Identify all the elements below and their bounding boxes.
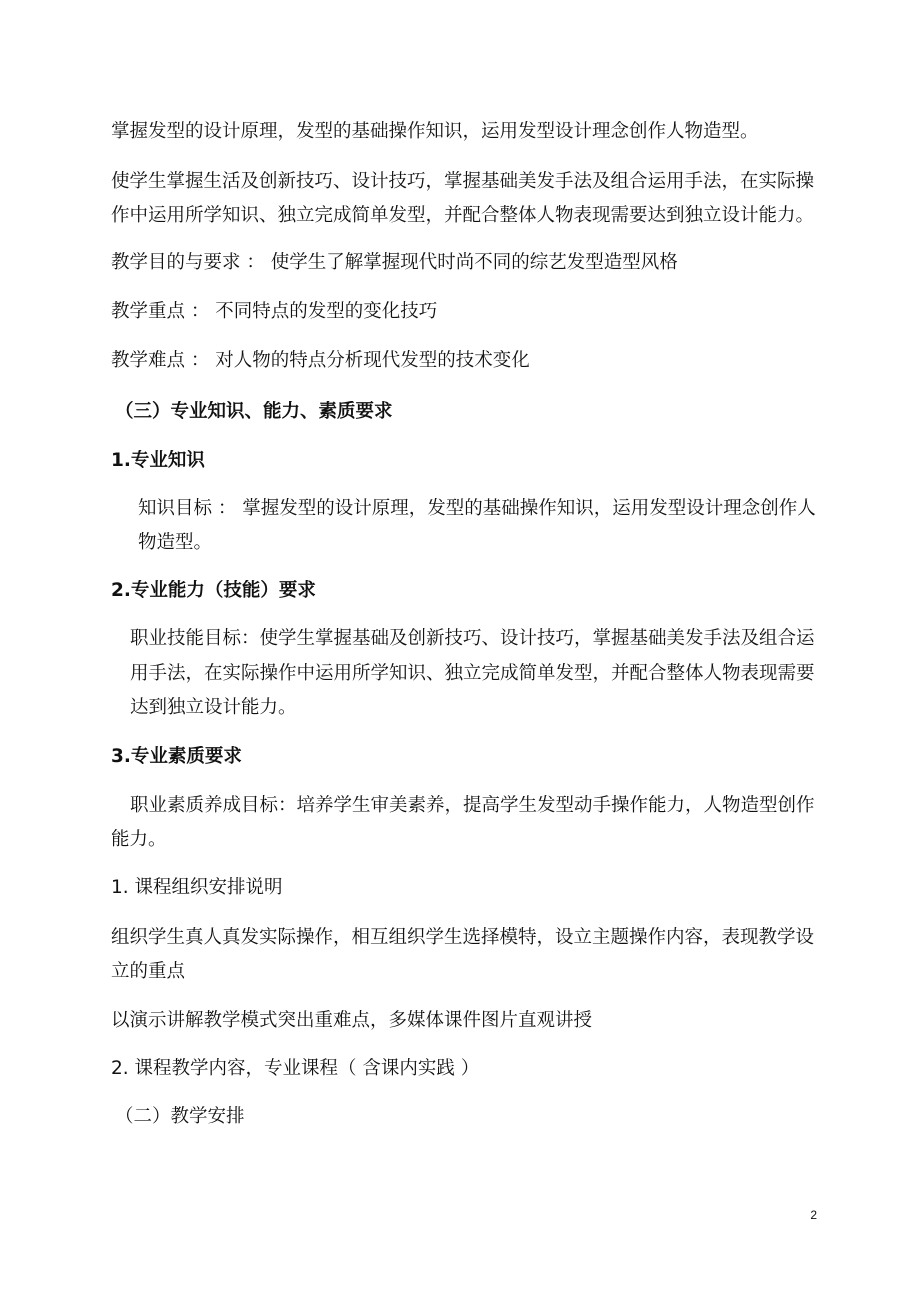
paragraph-line: 职业素质养成目标：培养学生审美素养，提高学生发型动手操作能力，人物造型创作 (130, 795, 815, 816)
paragraph-line: 作中运用所学知识、独立完成简单发型，并配合整体人物表现需要达到独立设计能力。 (111, 205, 815, 226)
paragraph-line: 能力。 (111, 829, 167, 850)
list-item-heading: 1. 课程组织安排说明 (111, 877, 283, 898)
paragraph-line: 以演示讲解教学模式突出重难点，多媒体课件图片直观讲授 (111, 1010, 593, 1031)
list-item-heading: 2. 课程教学内容，专业课程（ 含课内实践 ） (111, 1058, 480, 1079)
paragraph-line: 达到独立设计能力。 (130, 697, 297, 718)
subsection-heading: 3.专业素质要求 (111, 746, 242, 767)
paragraph-line: 组织学生真人真发实际操作，相互组织学生选择模特，设立主题操作内容，表现教学设 (111, 927, 815, 948)
section-heading: （二）教学安排 (115, 1106, 245, 1127)
paragraph-line: 用手法，在实际操作中运用所学知识、独立完成简单发型，并配合整体人物表现需要 (130, 663, 815, 684)
teaching-difficulty-line: 教学难点 ： 对人物的特点分析现代发型的技术变化 (111, 350, 530, 371)
paragraph-line: 立的重点 (111, 961, 186, 982)
subsection-heading: 2.专业能力（技能）要求 (111, 580, 316, 601)
teaching-goal-line: 教学目的与要求 ： 使学生了解掌握现代时尚不同的综艺发型造型风格 (111, 252, 678, 273)
paragraph-line: 职业技能目标：使学生掌握基础及创新技巧、设计技巧，掌握基础美发手法及组合运 (130, 628, 815, 649)
teaching-focus-line: 教学重点 ： 不同特点的发型的变化技巧 (111, 301, 438, 322)
paragraph-line: 掌握发型的设计原理，发型的基础操作知识，运用发型设计理念创作人物造型。 (111, 121, 759, 142)
paragraph-line: 使学生掌握生活及创新技巧、设计技巧，掌握基础美发手法及组合运用手法，在实际操 (111, 171, 815, 192)
section-heading: （三）专业知识、能力、素质要求 (115, 401, 393, 422)
paragraph-line: 物造型。 (138, 532, 213, 553)
subsection-heading: 1.专业知识 (111, 450, 205, 471)
paragraph-line: 知识目标 ： 掌握发型的设计原理，发型的基础操作知识，运用发型设计理念创作人 (138, 498, 816, 519)
page-number: 2 (810, 1208, 817, 1222)
